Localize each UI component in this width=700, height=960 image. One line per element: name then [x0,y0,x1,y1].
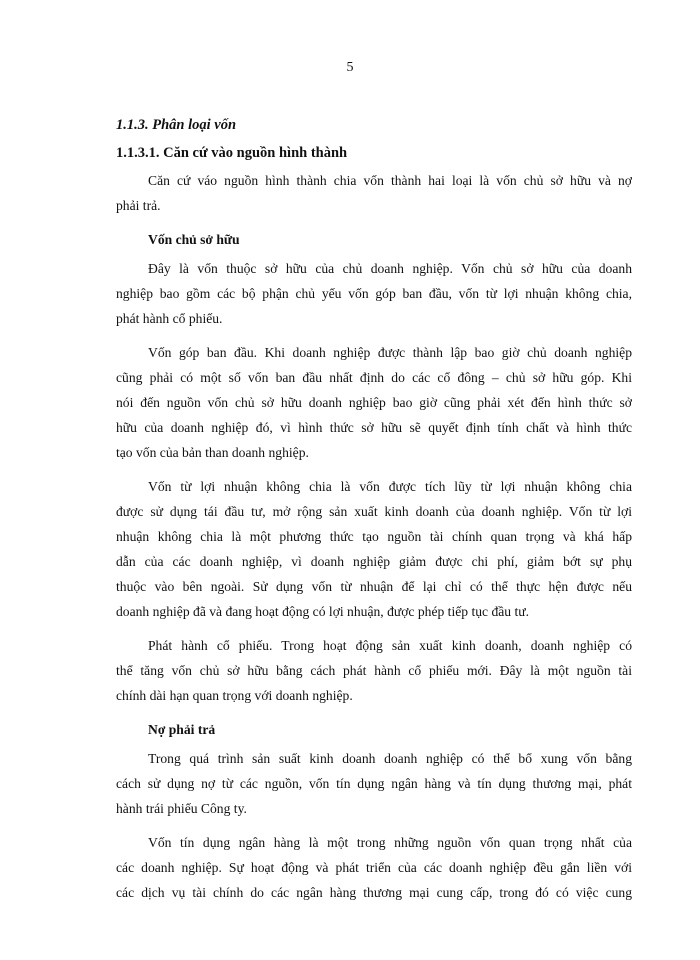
text-line: thể tăng vốn chủ sở hữu bằng cách phát hành cổ phiếu mới. Đây là một nguồn tài [116,663,632,678]
text-line: chính dài hạn quan trọng với doanh nghiệp. [116,688,353,703]
text-line: cũng phải có một số vốn ban đầu nhất định do các cổ đông – chủ sở hữu góp. Khi [116,370,632,385]
text-line: thuộc vào bên ngoài. Sử dụng vốn từ nhuận để lại chỉ có thể thực hện được nếu [116,579,632,594]
paragraph-liabilities [116,746,632,821]
heading-no-phai-tra: Nợ phải trả [148,722,216,737]
text-line: doanh nghiệp đã và đang hoạt động có lợi nhuận, được phép tiếp tục đầu tư. [116,604,530,619]
text-line: cách sử dụng nợ từ các nguồn, vốn tín dụng ngân hàng và tín dụng thương mại, phát [116,776,632,791]
text-line: Đây là vốn thuộc sở hữu của chủ doanh nghiệp. Vốn chủ sở hữu của doanh [148,261,632,276]
text-line: Vốn góp ban đầu. Khi doanh nghiệp được thành lập bao giờ chủ doanh nghiệp [148,345,632,360]
text-line: Trong quá trình sản suất kinh doanh doanh nghiệp có thể bổ xung vốn bằng [148,751,632,766]
text-line: Vốn tín dụng ngân hàng là một trong những nguồn vốn quan trọng nhất của [148,835,632,850]
heading-von-chu-so-huu: Vốn chủ sở hữu [148,232,240,247]
text-line: nhuận không chia là một phương thức tạo nguồn tài chính quan trọng và khá hấp [116,529,632,544]
text-line: các doanh nghiệp. Sự hoạt động và phát triển của các doanh nghiệp đều gắn liền với [116,860,632,875]
text-line: phát hành cổ phiếu. [116,311,223,326]
paragraph-intro [116,168,632,218]
section-title: 1.1.3. Phân loại vốn [116,117,237,133]
text-line: Căn cứ váo nguồn hình thành chia vốn thành hai loại là vốn chủ sở hữu và nợ [148,173,632,188]
text-line: nghiệp bao gồm các bộ phận chủ yếu vốn góp ban đầu, vốn từ lợi nhuận không chia, [116,286,632,301]
text-line: Vốn từ lợi nhuận không chia là vốn được tích lũy từ lợi nhuận không chia [148,479,632,494]
paragraph-owner-equity [116,256,632,331]
text-line: dẫn của các doanh nghiệp, vì doanh nghiệp giảm được chi phí, giảm bớt sự phụ [116,554,632,569]
text-line: phải trả. [116,198,161,213]
paragraph-bank-credit [116,830,632,905]
text-line: hữu của doanh nghiệp đó, vì hình thức sở hữu sẽ quyết định tính chất và hình thức [116,420,632,435]
paragraph-issue-shares [116,633,632,708]
text-line: được sử dụng tái đầu tư, mở rộng sản xuất kinh doanh của doanh nghiệp. Vốn từ lợi [116,504,632,519]
document-body [116,113,632,914]
text-line: các dịch vụ tài chính do các ngân hàng thương mại cung cấp, trong đó có việc cung [116,885,632,900]
text-line: nói đến nguồn vốn chủ sở hữu doanh nghiệp bao giờ cũng phải xét đến hình thức sở [116,395,632,410]
page-number: 5 [346,60,354,75]
subsection-title: 1.1.3.1. Căn cứ vào nguồn hình thành [116,145,348,161]
paragraph-initial-capital [116,340,632,465]
text-line: tạo vốn của bản than doanh nghiệp. [116,445,309,460]
text-line: hành trái phiếu Công ty. [116,801,247,816]
text-line: Phát hành cổ phiếu. Trong hoạt động sản xuất kinh doanh, doanh nghiệp có [148,638,632,653]
paragraph-retained-earnings [116,474,632,624]
